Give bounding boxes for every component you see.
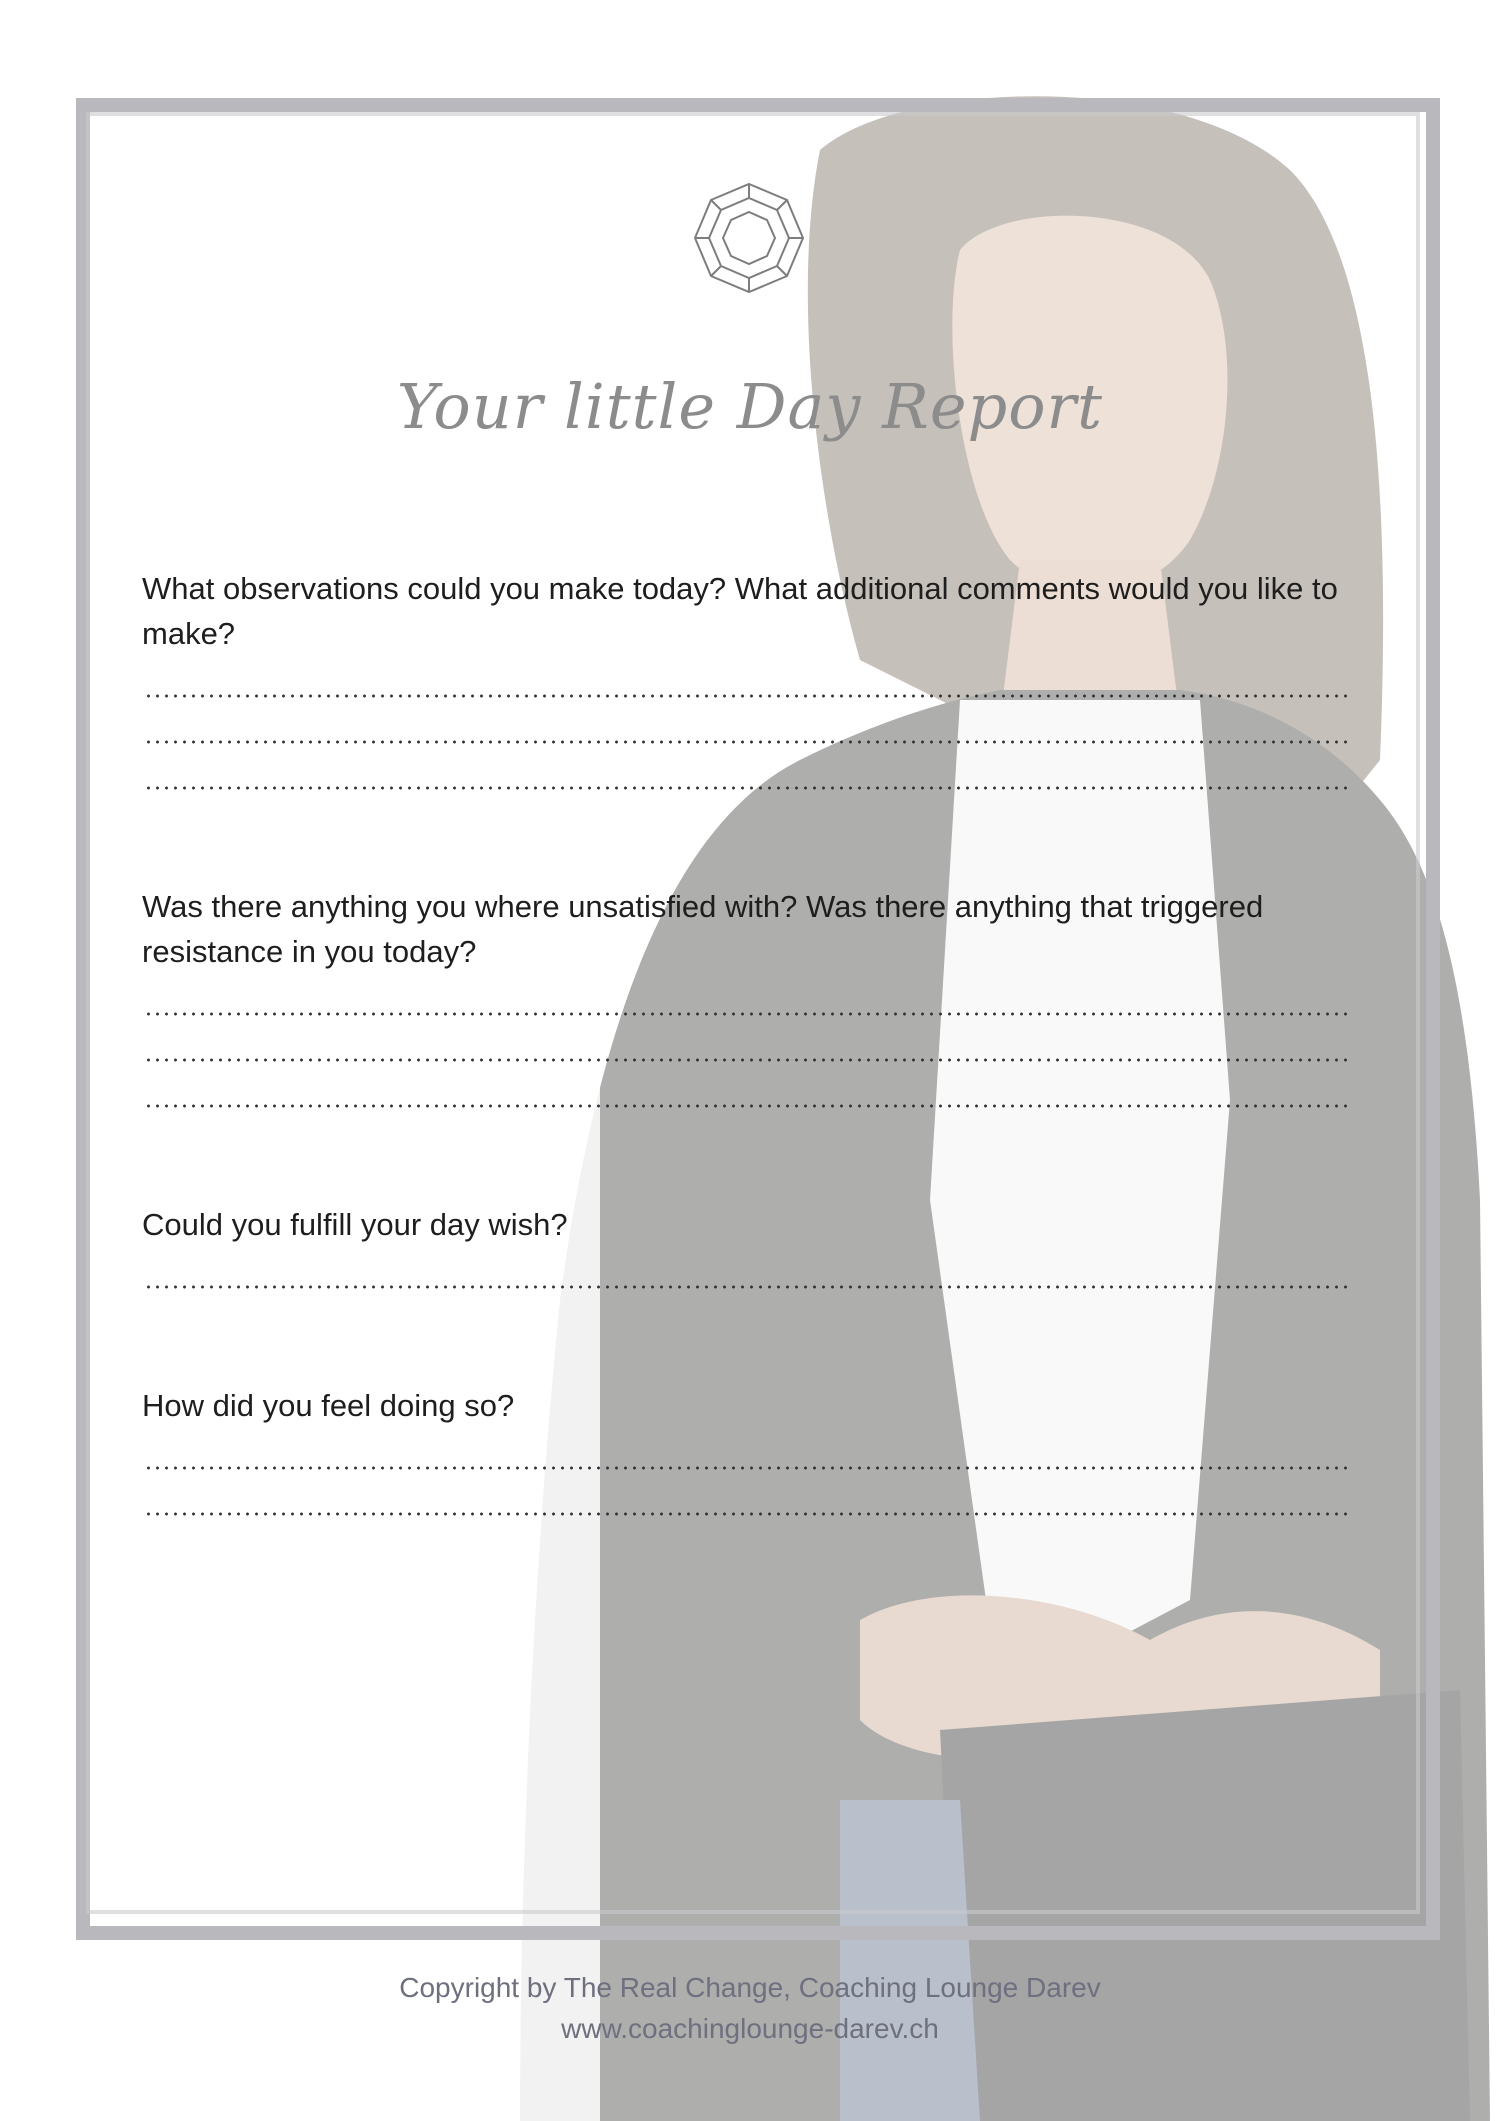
answer-line[interactable] [142, 980, 1352, 1026]
website-link[interactable]: www.coachinglounge-darev.ch [561, 2013, 939, 2044]
copyright-text: Copyright by The Real Change, Coaching Lounge Darev [399, 1972, 1101, 2003]
question-section-observations [142, 566, 1352, 800]
question-section-feelings [142, 1383, 1352, 1526]
answer-line[interactable] [142, 708, 1352, 754]
octagon-gem-icon [693, 182, 805, 294]
answer-line[interactable] [142, 1253, 1352, 1299]
answer-line[interactable] [142, 754, 1352, 800]
question-section-day-wish [142, 1202, 1352, 1299]
footer [0, 1967, 1500, 2049]
answer-line[interactable] [142, 662, 1352, 708]
question-text: What observations could you make today? What additional comments would you like to make? [142, 571, 1338, 651]
question-text: How did you feel doing so? [142, 1388, 515, 1423]
question-text: Was there anything you where unsatisfied with? Was there anything that triggered resistance in you today? [142, 889, 1264, 969]
question-text: Could you fulfill your day wish? [142, 1207, 568, 1242]
answer-line[interactable] [142, 1026, 1352, 1072]
question-section-resistance [142, 884, 1352, 1118]
answer-line[interactable] [142, 1480, 1352, 1526]
answer-line[interactable] [142, 1072, 1352, 1118]
answer-line[interactable] [142, 1434, 1352, 1480]
page-title: Your little Day Report [396, 370, 1104, 443]
